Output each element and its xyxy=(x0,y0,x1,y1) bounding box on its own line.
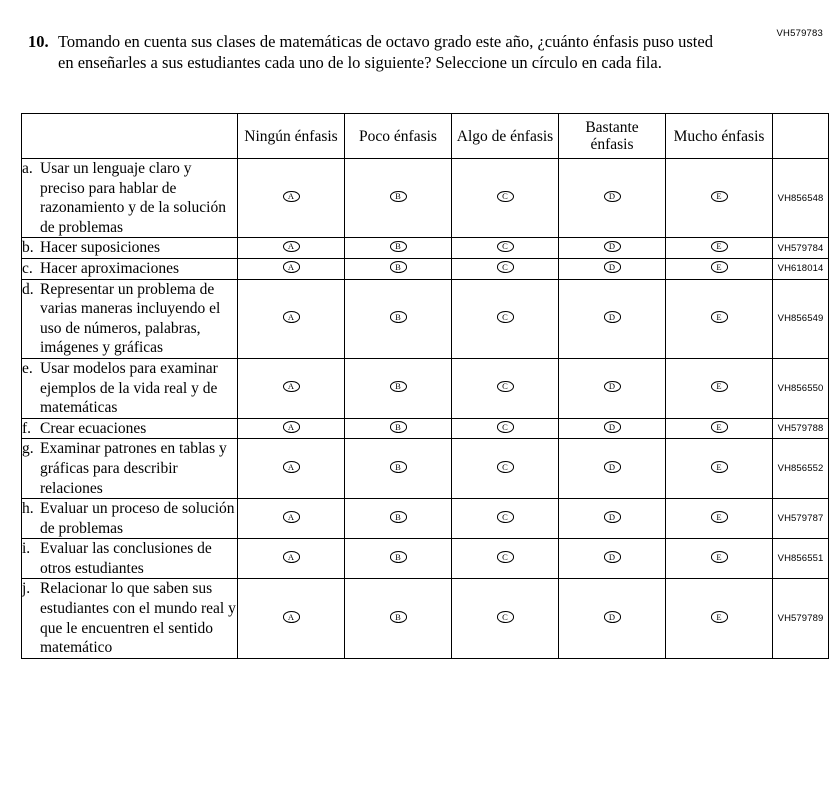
radio-bubble-letter: C xyxy=(502,511,508,522)
response-option-cell[interactable] xyxy=(238,159,345,238)
radio-bubble-letter: A xyxy=(287,511,295,522)
radio-bubble-letter: D xyxy=(608,551,616,562)
radio-bubble[interactable] xyxy=(604,311,621,323)
radio-bubble[interactable] xyxy=(497,241,514,253)
response-option-cell[interactable] xyxy=(666,279,773,358)
radio-bubble[interactable] xyxy=(711,551,728,563)
response-option-cell[interactable] xyxy=(238,258,345,279)
row-label-text: Usar modelos para examinar ejemplos de la vida real y de matemáticas xyxy=(40,359,218,417)
row-label xyxy=(22,539,237,578)
radio-bubble-letter: D xyxy=(608,511,616,522)
table-row xyxy=(22,579,829,658)
row-letter: a. xyxy=(22,160,33,177)
row-letter: h. xyxy=(22,500,34,518)
row-letter: g. xyxy=(22,440,34,458)
row-item-code: VH856548 xyxy=(773,159,829,238)
radio-bubble-letter: E xyxy=(716,381,722,392)
row-item-code: VH856550 xyxy=(773,358,829,418)
response-option-cell[interactable] xyxy=(452,159,559,238)
response-option-cell[interactable] xyxy=(238,279,345,358)
radio-bubble[interactable] xyxy=(497,421,514,433)
row-letter: j. xyxy=(22,580,31,598)
response-option-cell[interactable] xyxy=(452,539,559,579)
radio-bubble[interactable] xyxy=(497,461,514,473)
radio-bubble-letter: C xyxy=(502,611,508,622)
radio-bubble-letter: A xyxy=(287,381,295,392)
row-label-cell xyxy=(22,358,238,418)
column-header-label xyxy=(22,114,238,159)
table-row xyxy=(22,418,829,439)
response-option-cell[interactable] xyxy=(452,258,559,279)
radio-bubble[interactable] xyxy=(604,261,621,273)
row-label xyxy=(22,159,237,237)
response-option-cell[interactable] xyxy=(345,159,452,238)
table-row xyxy=(22,159,829,238)
row-label-text: Usar un lenguaje claro y preciso para hablar de razonamiento y de la solución de problemas xyxy=(40,160,226,236)
radio-bubble-letter: D xyxy=(608,611,616,622)
radio-bubble-letter: D xyxy=(608,241,616,252)
response-option-cell[interactable] xyxy=(345,258,452,279)
page-item-code: VH579783 xyxy=(776,28,823,39)
row-item-code: VH579789 xyxy=(773,579,829,658)
radio-bubble[interactable] xyxy=(604,241,621,253)
radio-bubble[interactable] xyxy=(283,551,300,563)
response-option-cell[interactable] xyxy=(666,499,773,539)
response-option-cell[interactable] xyxy=(666,238,773,259)
radio-bubble[interactable] xyxy=(390,381,407,393)
row-label-text: Relacionar lo que saben sus estudiantes con el mundo real y que le encuentren el sentido matemático xyxy=(40,580,236,657)
response-grid xyxy=(21,113,824,659)
response-option-cell[interactable] xyxy=(452,238,559,259)
column-header-algo-de-enfasis xyxy=(452,114,559,159)
radio-bubble[interactable] xyxy=(283,611,300,623)
row-label xyxy=(22,259,237,279)
question-stem xyxy=(28,32,748,73)
row-label-cell xyxy=(22,439,238,499)
response-option-cell[interactable] xyxy=(559,358,666,418)
radio-bubble-letter: C xyxy=(502,421,508,432)
row-label xyxy=(22,499,237,538)
row-label xyxy=(22,359,237,418)
radio-bubble[interactable] xyxy=(497,191,514,203)
row-label-cell xyxy=(22,279,238,358)
response-option-cell[interactable] xyxy=(666,159,773,238)
response-option-cell[interactable] xyxy=(559,439,666,499)
response-option-cell[interactable] xyxy=(559,499,666,539)
response-option-cell[interactable] xyxy=(666,418,773,439)
radio-bubble[interactable] xyxy=(604,191,621,203)
radio-bubble[interactable] xyxy=(283,191,300,203)
row-label-cell xyxy=(22,418,238,439)
response-option-cell[interactable] xyxy=(452,418,559,439)
radio-bubble[interactable] xyxy=(711,311,728,323)
column-header-algo-de-enfasis-text: Algo de énfasis xyxy=(456,127,554,145)
radio-bubble[interactable] xyxy=(604,461,621,473)
radio-bubble[interactable] xyxy=(390,611,407,623)
radio-bubble-letter: C xyxy=(502,461,508,472)
response-option-cell[interactable] xyxy=(452,279,559,358)
response-option-cell[interactable] xyxy=(452,439,559,499)
table-row xyxy=(22,279,829,358)
row-label-cell xyxy=(22,238,238,259)
response-option-cell[interactable] xyxy=(345,418,452,439)
radio-bubble[interactable] xyxy=(497,381,514,393)
row-label xyxy=(22,439,237,498)
row-item-code: VH579788 xyxy=(773,418,829,439)
response-option-cell[interactable] xyxy=(345,539,452,579)
row-label-cell xyxy=(22,258,238,279)
row-label-cell xyxy=(22,499,238,539)
column-header-poco-enfasis xyxy=(345,114,452,159)
response-option-cell[interactable] xyxy=(452,358,559,418)
radio-bubble-letter: B xyxy=(395,191,401,202)
response-option-cell[interactable] xyxy=(238,499,345,539)
table-row xyxy=(22,358,829,418)
radio-bubble[interactable] xyxy=(711,241,728,253)
radio-bubble[interactable] xyxy=(390,461,407,473)
radio-bubble-letter: B xyxy=(395,311,401,322)
radio-bubble-letter: D xyxy=(608,381,616,392)
radio-bubble[interactable] xyxy=(283,421,300,433)
table-header-row xyxy=(22,114,829,159)
row-label xyxy=(22,579,237,657)
column-header-code-text xyxy=(773,134,828,138)
radio-bubble[interactable] xyxy=(604,611,621,623)
radio-bubble[interactable] xyxy=(711,191,728,203)
row-item-code: VH579784 xyxy=(773,238,829,259)
row-item-code: VH856552 xyxy=(773,439,829,499)
column-header-poco-enfasis-text: Poco énfasis xyxy=(359,127,437,145)
response-option-cell[interactable] xyxy=(559,579,666,658)
response-option-cell[interactable] xyxy=(345,279,452,358)
radio-bubble[interactable] xyxy=(283,461,300,473)
radio-bubble[interactable] xyxy=(604,421,621,433)
row-item-code: VH579787 xyxy=(773,499,829,539)
radio-bubble[interactable] xyxy=(604,381,621,393)
radio-bubble[interactable] xyxy=(497,311,514,323)
radio-bubble-letter: E xyxy=(716,191,722,202)
table-row xyxy=(22,238,829,259)
radio-bubble-letter: B xyxy=(395,241,401,252)
radio-bubble-letter: E xyxy=(716,421,722,432)
row-label-text: Evaluar las conclusiones de otros estudiantes xyxy=(40,540,212,577)
response-option-cell[interactable] xyxy=(559,159,666,238)
row-label xyxy=(22,280,237,358)
radio-bubble[interactable] xyxy=(283,241,300,253)
radio-bubble-letter: A xyxy=(287,311,295,322)
radio-bubble-letter: C xyxy=(502,261,508,272)
response-option-cell[interactable] xyxy=(559,539,666,579)
response-option-cell[interactable] xyxy=(238,358,345,418)
response-option-cell[interactable] xyxy=(666,258,773,279)
row-label-cell xyxy=(22,159,238,238)
radio-bubble-letter: E xyxy=(716,261,722,272)
radio-bubble-letter: E xyxy=(716,461,722,472)
question-number: 10. xyxy=(28,32,49,51)
table-row xyxy=(22,539,829,579)
response-option-cell[interactable] xyxy=(559,279,666,358)
radio-bubble-letter: E xyxy=(716,241,722,252)
radio-bubble[interactable] xyxy=(390,511,407,523)
response-option-cell[interactable] xyxy=(666,439,773,499)
row-label-cell xyxy=(22,539,238,579)
radio-bubble-letter: C xyxy=(502,241,508,252)
column-header-bastante-enfasis xyxy=(559,114,666,159)
response-option-cell[interactable] xyxy=(666,579,773,658)
response-option-cell[interactable] xyxy=(238,238,345,259)
radio-bubble-letter: C xyxy=(502,191,508,202)
response-option-cell[interactable] xyxy=(238,539,345,579)
radio-bubble-letter: D xyxy=(608,261,616,272)
radio-bubble-letter: D xyxy=(608,461,616,472)
row-label xyxy=(22,419,237,439)
row-item-code: VH618014 xyxy=(773,258,829,279)
radio-bubble[interactable] xyxy=(390,191,407,203)
response-option-cell[interactable] xyxy=(345,238,452,259)
table-row xyxy=(22,499,829,539)
table-header xyxy=(22,114,829,159)
radio-bubble-letter: D xyxy=(608,421,616,432)
column-header-bastante-enfasis-text: Bastante énfasis xyxy=(585,119,639,153)
response-option-cell[interactable] xyxy=(345,439,452,499)
radio-bubble[interactable] xyxy=(283,511,300,523)
radio-bubble-letter: A xyxy=(287,261,295,272)
radio-bubble[interactable] xyxy=(497,611,514,623)
radio-bubble-letter: A xyxy=(287,551,295,562)
radio-bubble-letter: B xyxy=(395,421,401,432)
row-label-text: Representar un problema de varias maneras incluyendo el uso de números, palabras, imágenes y gráficas xyxy=(40,280,221,357)
column-header-ningun-enfasis-text: Ningún énfasis xyxy=(244,127,338,145)
column-header-code xyxy=(773,114,829,159)
radio-bubble[interactable] xyxy=(390,551,407,563)
radio-bubble[interactable] xyxy=(283,311,300,323)
radio-bubble[interactable] xyxy=(711,421,728,433)
row-label-text: Evaluar un proceso de solución de problemas xyxy=(40,500,235,537)
row-letter: b. xyxy=(22,239,34,257)
radio-bubble-letter: B xyxy=(395,381,401,392)
response-option-cell[interactable] xyxy=(559,258,666,279)
row-label-text: Hacer suposiciones xyxy=(40,239,161,257)
radio-bubble[interactable] xyxy=(390,311,407,323)
row-label-text: Hacer aproximaciones xyxy=(40,259,180,277)
radio-bubble-letter: E xyxy=(716,311,722,322)
row-letter: e. xyxy=(22,359,33,377)
radio-bubble[interactable] xyxy=(390,421,407,433)
response-option-cell[interactable] xyxy=(345,579,452,658)
radio-bubble[interactable] xyxy=(604,551,621,563)
table-body xyxy=(22,159,829,659)
radio-bubble-letter: D xyxy=(608,311,616,322)
response-option-cell[interactable] xyxy=(345,358,452,418)
radio-bubble-letter: B xyxy=(395,261,401,272)
response-option-cell[interactable] xyxy=(238,439,345,499)
radio-bubble[interactable] xyxy=(497,511,514,523)
radio-bubble-letter: E xyxy=(716,611,722,622)
row-letter: d. xyxy=(22,280,34,298)
row-item-code: VH856551 xyxy=(773,539,829,579)
row-label-text: Examinar patrones en tablas y gráficas para describir relaciones xyxy=(40,440,227,497)
row-label-cell xyxy=(22,579,238,658)
radio-bubble-letter: E xyxy=(716,511,722,522)
radio-bubble-letter: E xyxy=(716,551,722,562)
radio-bubble-letter: A xyxy=(287,191,295,202)
radio-bubble[interactable] xyxy=(390,241,407,253)
row-label xyxy=(22,238,237,258)
response-option-cell[interactable] xyxy=(238,579,345,658)
column-header-mucho-enfasis xyxy=(666,114,773,159)
radio-bubble[interactable] xyxy=(711,511,728,523)
radio-bubble-letter: A xyxy=(287,461,295,472)
radio-bubble[interactable] xyxy=(497,551,514,563)
radio-bubble[interactable] xyxy=(497,261,514,273)
radio-bubble-letter: A xyxy=(287,241,295,252)
radio-bubble-letter: A xyxy=(287,421,295,432)
row-letter: c. xyxy=(22,259,33,277)
response-option-cell[interactable] xyxy=(238,418,345,439)
radio-bubble[interactable] xyxy=(283,261,300,273)
row-letter: i. xyxy=(22,540,31,558)
response-option-cell[interactable] xyxy=(452,579,559,658)
radio-bubble[interactable] xyxy=(604,511,621,523)
response-option-cell[interactable] xyxy=(559,238,666,259)
response-table xyxy=(21,113,829,659)
radio-bubble[interactable] xyxy=(711,261,728,273)
table-row xyxy=(22,258,829,279)
response-option-cell[interactable] xyxy=(345,499,452,539)
radio-bubble-letter: C xyxy=(502,381,508,392)
column-header-mucho-enfasis-text: Mucho énfasis xyxy=(673,127,765,145)
radio-bubble[interactable] xyxy=(711,461,728,473)
radio-bubble[interactable] xyxy=(390,261,407,273)
row-item-code: VH856549 xyxy=(773,279,829,358)
response-option-cell[interactable] xyxy=(559,418,666,439)
radio-bubble-letter: B xyxy=(395,551,401,562)
radio-bubble[interactable] xyxy=(711,611,728,623)
radio-bubble-letter: B xyxy=(395,461,401,472)
radio-bubble-letter: C xyxy=(502,311,508,322)
radio-bubble-letter: A xyxy=(287,611,295,622)
response-option-cell[interactable] xyxy=(666,539,773,579)
radio-bubble-letter: B xyxy=(395,511,401,522)
question-text: Tomando en cuenta sus clases de matemáticas de octavo grado este año, ¿cuánto énfasis puso usted en enseñarles a sus estudiantes cada uno de lo siguiente? Seleccione un círculo en cada fila. xyxy=(58,32,713,72)
radio-bubble[interactable] xyxy=(711,381,728,393)
radio-bubble-letter: C xyxy=(502,551,508,562)
response-option-cell[interactable] xyxy=(666,358,773,418)
row-letter: f. xyxy=(22,419,32,437)
radio-bubble[interactable] xyxy=(283,381,300,393)
radio-bubble-letter: D xyxy=(608,191,616,202)
row-label-text: Crear ecuaciones xyxy=(40,419,147,437)
table-row xyxy=(22,439,829,499)
column-header-ningun-enfasis xyxy=(238,114,345,159)
column-header-label-text xyxy=(22,134,237,138)
radio-bubble-letter: B xyxy=(395,611,401,622)
response-option-cell[interactable] xyxy=(452,499,559,539)
